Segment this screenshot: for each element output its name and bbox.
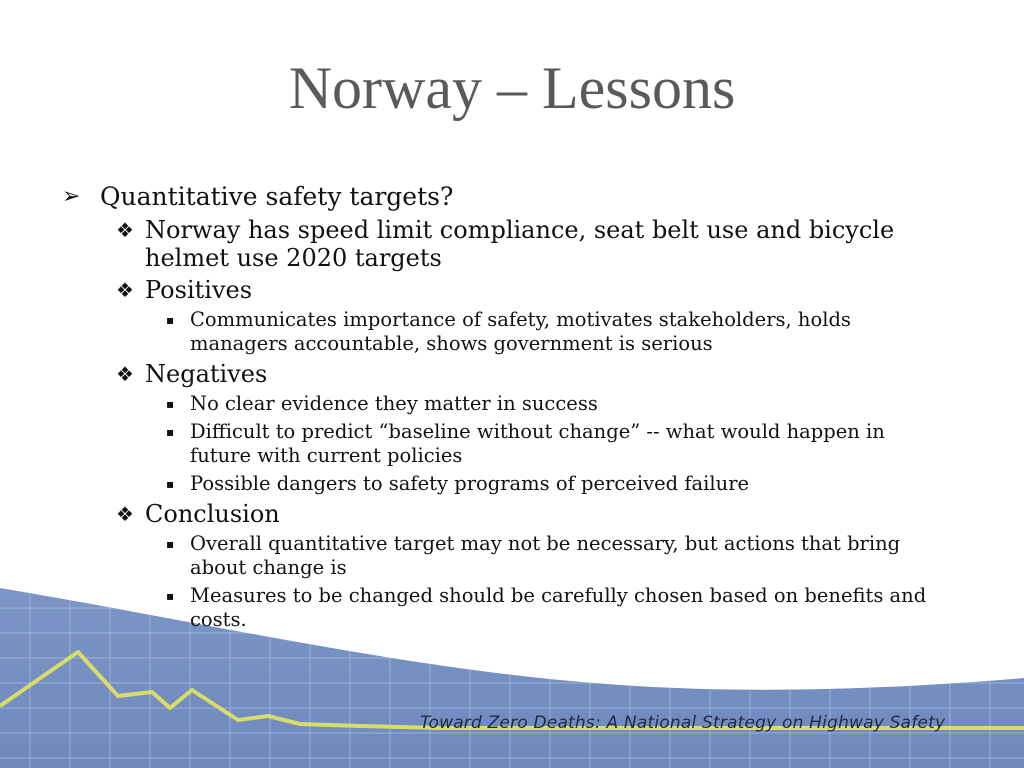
square-bullet-icon: ▪ [166,537,175,551]
list-item [166,584,962,632]
list-item [166,308,962,356]
list-item [166,532,962,580]
list-item-text: Possible dangers to safety programs of perceived failure [190,472,750,495]
footer-tagline: Toward Zero Deaths: A National Strategy on Highway Safety [420,713,946,733]
list-item-text: Difficult to predict “baseline without change” -- what would happen in future with current policies [190,420,885,467]
section-conclusion [116,500,962,528]
square-bullet-icon: ▪ [166,477,175,491]
square-bullet-icon: ▪ [166,397,175,411]
list-item [166,472,962,496]
arrow-bullet-icon: ➢ [62,184,81,209]
section-text: Conclusion [145,500,280,528]
square-bullet-icon: ▪ [166,589,175,603]
level1-text: Quantitative safety targets? [100,182,454,211]
list-item-text: No clear evidence they matter in success [190,392,598,415]
list-item-text: Overall quantitative target may not be necessary, but actions that bring about change is [190,532,901,579]
section-text: Positives [145,276,253,304]
level1-item [62,182,962,212]
diamond-bullet-icon: ❖ [116,218,134,242]
section-negatives [116,360,962,388]
section-positives [116,276,962,304]
section-text: Negatives [145,360,268,388]
slide-title: Norway – Lessons [288,55,736,121]
section-targets [116,216,962,272]
list-item-text: Measures to be changed should be carefully chosen based on benefits and costs. [190,584,927,631]
square-bullet-icon: ▪ [166,313,175,327]
list-item [166,420,962,468]
diamond-bullet-icon: ❖ [116,278,134,302]
diamond-bullet-icon: ❖ [116,362,134,386]
list-item [166,392,962,416]
diamond-bullet-icon: ❖ [116,502,134,526]
list-item-text: Communicates importance of safety, motivates stakeholders, holds managers accountable, shows government is serious [190,308,851,355]
square-bullet-icon: ▪ [166,425,175,439]
bullet-list [62,182,962,636]
section-text: Norway has speed limit compliance, seat belt use and bicycle helmet use 2020 targets [145,216,895,272]
